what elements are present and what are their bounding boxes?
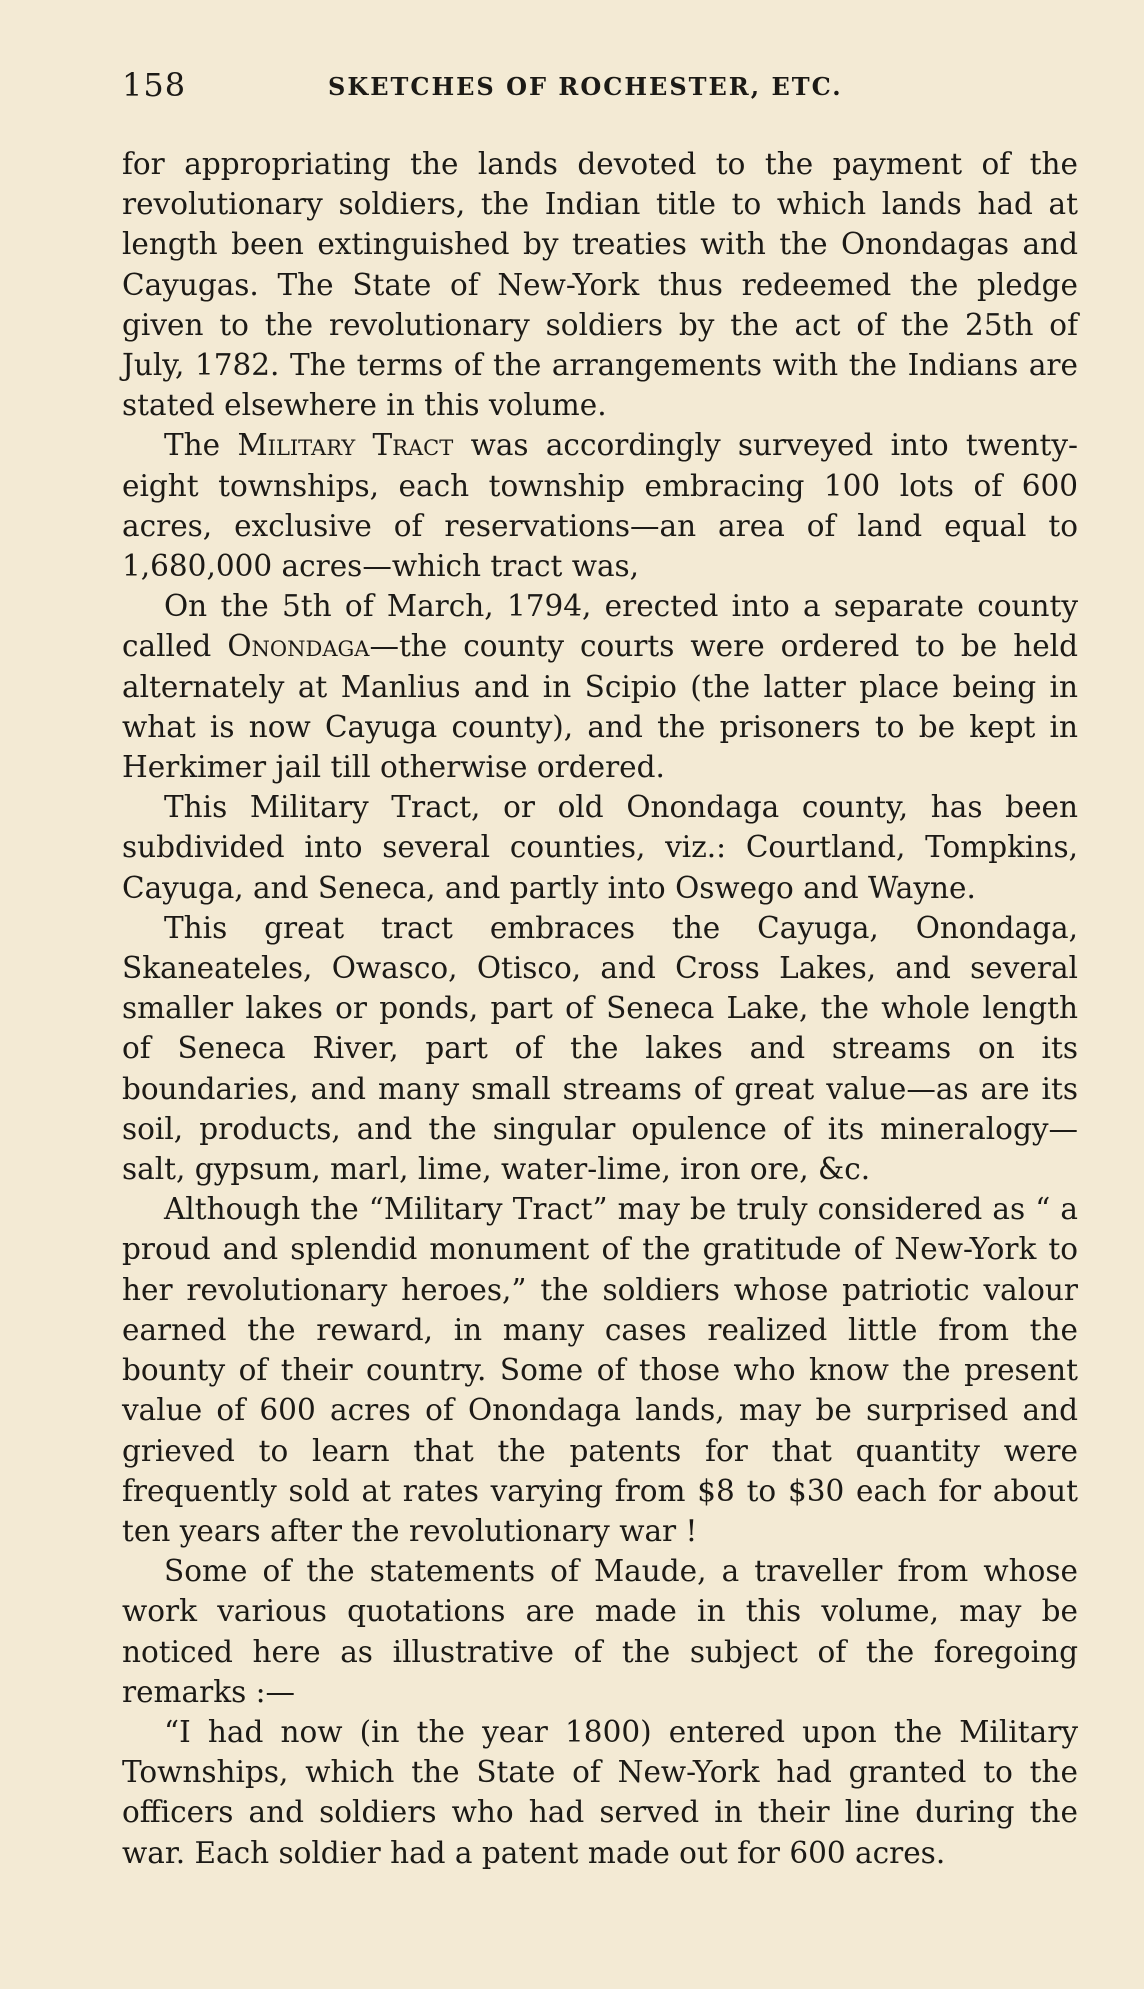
paragraph-7: Some of the statements of Maude, a traveller from whose work various quotations are made in this volume, may be noticed here as illustrative of the subject of the foregoing remarks :—: [122, 1554, 1078, 1709]
paragraph-8: “I had now (in the year 1800) entered upon the Military Townships, which the State of New-York had granted to the officers and soldiers who had served in their line during the war. Each soldier had a patent made out for 600 acres.: [122, 1714, 1078, 1870]
paragraph-3-rest: —the county courts were ordered to be held alternately at Manlius and in Scipio (the latter place being in what is now Cayuga county), and the prisoners to be kept in Herkimer jail till otherwise ordered.: [122, 629, 1078, 785]
paragraph-6: Although the “Military Tract” may be truly considered as “ a proud and splendid monument of the gratitude of New-York to her revolutionary heroes,” the soldiers whose patriotic valour earned the reward, in many cases realized little from the bounty of their country. Some of those who know the present value of 600 acres of Onondaga lands, may be surprised and grieved to learn that the patents for that quantity were frequently sold at rates varying from $8 to $30 each for about ten years after the revolutionary war !: [122, 1192, 1078, 1548]
paragraph-2-lead: The: [164, 428, 221, 463]
body-text: [122, 144, 1078, 1873]
running-title: SKETCHES OF ROCHESTER, ETC.: [328, 72, 843, 101]
paragraph-1: for appropriating the lands devoted to the payment of the revolutionary soldiers, the Indian title to which lands had at length been extinguished by treaties with the Onondagas and Cayugas. The State of New-York thus redeemed the pledge given to the revolutionary soldiers by the act of the 25th of July, 1782. The terms of the arrangements with the Indians are stated elsewhere in this volume.: [122, 147, 1078, 423]
page-header: [122, 66, 1082, 116]
military-tract-term: Military Tract: [237, 428, 454, 463]
paragraph-2-rest: was accordingly surveyed into twenty-eight townships, each township embracing 100 lots of 600 acres, exclusive of reservations—an area of land equal to 1,680,000 acres—which tract was,: [122, 428, 1078, 584]
paragraph-3: [122, 586, 1078, 787]
page-number: 158: [122, 66, 187, 104]
paragraph-2: [122, 425, 1078, 586]
onondaga-term: Onondaga: [227, 629, 370, 664]
paragraph-3-lead: On the 5th of March, 1794, erected into a separate county called: [122, 589, 1078, 664]
paragraph-5: This great tract embraces the Cayuga, Onondaga, Skaneateles, Owasco, Otisco, and Cross Lakes, and several smaller lakes or ponds, part of Seneca Lake, the whole length of Seneca River, part of the lakes and streams on its boundaries, and many small streams of great value—as are its soil, products, and the singular opulence of its mineralogy—salt, gypsum, marl, lime, water-lime, iron ore, &c.: [122, 910, 1078, 1187]
paragraph-4: This Military Tract, or old Onondaga county, has been subdivided into several counties, viz.: Courtland, Tompkins, Cayuga, and Seneca, and partly into Oswego and Wayne.: [122, 790, 1078, 905]
